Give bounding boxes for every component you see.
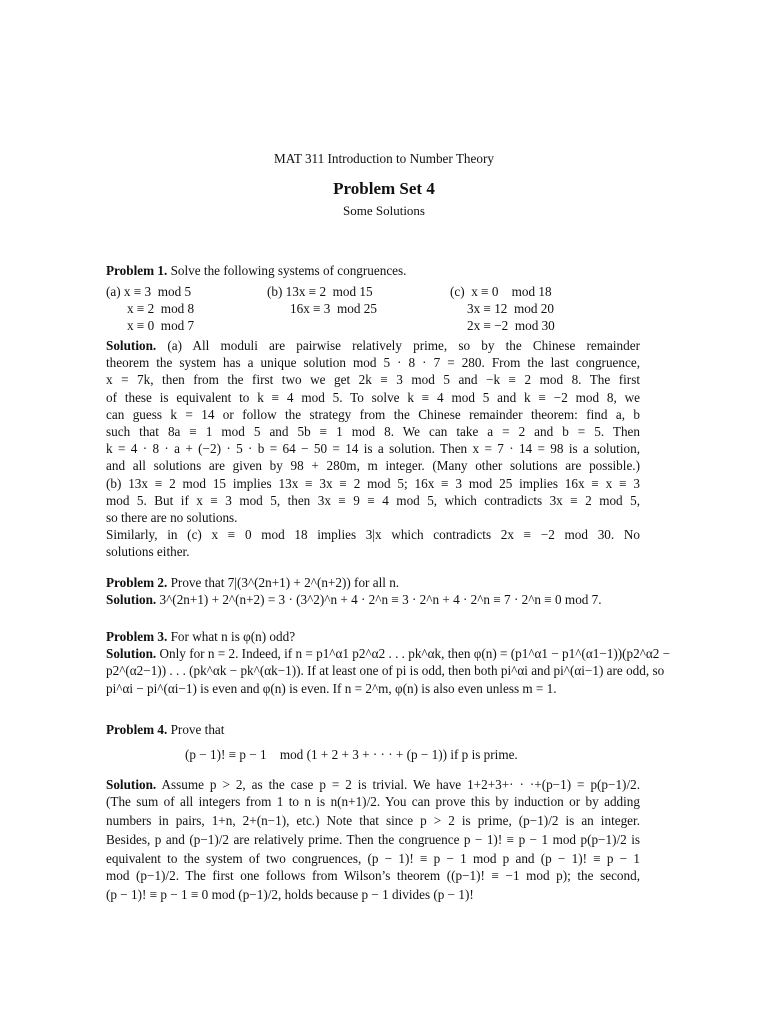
problem-label: Problem 2. — [106, 575, 168, 590]
problem-1 — [106, 262, 640, 279]
system-c-line-3: 2x ≡ −2 mod 30 — [467, 318, 555, 333]
problem-4-solution — [106, 776, 640, 904]
solution-line: so there are no solutions. — [106, 509, 238, 525]
solution-line: can guess k = 14 or follow the strategy from the Chinese remainder theorem: find a, b — [106, 406, 640, 422]
problem-3-statement — [106, 628, 640, 645]
problem-4-statement — [106, 721, 640, 738]
solution-line: pi^αi − pi^(αi−1) is even and φ(n) is even. If n = 2^m, φ(n) is also even unless m = 1. — [106, 680, 557, 696]
problem-label: Problem 3. — [106, 629, 168, 644]
problem-2-solution — [106, 591, 640, 608]
problem-set-title: Problem Set 4 — [333, 179, 435, 198]
problem-text: For what n is φ(n) odd? — [170, 629, 296, 644]
problem-3 — [106, 628, 671, 697]
course-title: MAT 311 Introduction to Number Theory — [274, 151, 494, 166]
system-a-line-3: x ≡ 0 mod 7 — [127, 318, 195, 333]
system-c-line-1: (c) x ≡ 0 mod 18 — [450, 284, 552, 299]
problem-4-display-equation: (p − 1)! ≡ p − 1 mod (1 + 2 + 3 + · · · + (p − 1)) if p is prime. — [185, 747, 518, 762]
solution-line: equivalent to the system of two congruences, (p − 1)! ≡ p − 1 mod p and (p − 1)! ≡ p − 1 — [106, 851, 640, 867]
problem-text: Solve the following systems of congruences. — [170, 263, 407, 278]
solution-line: mod (p−1)/2. The first one follows from Wilson’s theorem ((p−1)! ≡ −1 mod p); the second, — [106, 868, 640, 884]
solution-line: (b) 13x ≡ 2 mod 15 implies 13x ≡ 3x ≡ 2 mod 5; 16x ≡ 3 mod 25 implies 16x ≡ x ≡ 3 — [106, 475, 640, 491]
solution-label: Solution. — [106, 338, 157, 353]
solution-line: Solution. (a) All moduli are pairwise relatively prime, so by the Chinese remainder — [106, 338, 640, 353]
solution-line: solutions either. — [106, 544, 190, 560]
solution-line: and all solutions are given by 98 + 280m, m integer. (Many other solutions are possible.) — [106, 458, 640, 474]
problem-1-statement — [106, 262, 640, 279]
solution-line: x = 7k, then from the first two we get 2k ≡ 3 mod 5 and −k ≡ 2 mod 8. The first — [106, 372, 640, 388]
problem-text: Prove that — [170, 722, 225, 737]
solution-line: p2^(α2−1)) . . . (pk^αk − pk^(αk−1)). If at least one of pi is odd, then both pi^αi and pi^(αi−1) are odd, so — [106, 663, 665, 679]
solution-line: theorem the system has a unique solution mod 5 · 8 · 7 = 280. From the last congruence, — [106, 355, 640, 371]
solution-line: Similarly, in (c) x ≡ 0 mod 18 implies 3|x which contradicts 2x ≡ −2 mod 30. No — [106, 527, 640, 543]
solution-line: Solution. Assume p > 2, as the case p = 2 is trivial. We have 1+2+3+· · ·+(p−1) = p(p−1)/2. — [106, 777, 640, 792]
problem-label: Problem 1. — [106, 263, 168, 278]
solution-line: of these is equivalent to k ≡ 4 mod 5. To solve k ≡ 4 mod 5 and k ≡ −2 mod 8, we — [106, 389, 640, 405]
solution-label: Solution. — [106, 777, 157, 792]
solution-line: Besides, p and (p−1)/2 are relatively prime. Then the congruence p − 1)! ≡ p − 1 mod p(p−1)/2 is — [106, 832, 640, 848]
solution-line: such that 8a ≡ 1 mod 5 and 5b ≡ 1 mod 8. We can take a = 2 and b = 5. Then — [106, 423, 640, 439]
solution-line: mod 5. But if x ≡ 3 mod 5, then 3x ≡ 9 ≡ 4 mod 5, which contradicts 3x ≡ 2 mod 5, — [106, 492, 640, 508]
solution-text: 3^(2n+1) + 2^(n+2) = 3 · (3^2)^n + 4 · 2^n ≡ 3 · 2^n + 4 · 2^n ≡ 7 · 2^n ≡ 0 mod 7. — [159, 592, 602, 608]
system-a-line-2: x ≡ 2 mod 8 — [127, 301, 195, 316]
system-b-line-1: (b) 13x ≡ 2 mod 15 — [267, 284, 373, 299]
problem-1-solution — [106, 337, 640, 560]
solution-line: k = 4 · 8 · a + (−2) · 5 · b = 64 − 50 = 14 is a solution. Then x = 7 · 14 = 98 is a solution, — [106, 441, 640, 457]
solution-line: numbers in pairs, 1+n, 2+(n−1), etc.) Note that since p > 2 is prime, (p−1)/2 is an integer. — [106, 813, 640, 829]
problem-text: Prove that 7|(3^(2n+1) + 2^(n+2)) for all n. — [170, 575, 400, 590]
problem-4 — [106, 721, 640, 738]
solution-line: Solution. Only for n = 2. Indeed, if n = p1^α1 p2^α2 . . . pk^αk, then φ(n) = (p1^α1 − p1^(α1−1))(p2^α2 − — [106, 646, 671, 662]
problem-2 — [106, 574, 640, 608]
system-b-line-2: 16x ≡ 3 mod 25 — [290, 301, 377, 316]
solution-line: (p − 1)! ≡ p − 1 ≡ 0 mod (p−1)/2, holds because p − 1 divides (p − 1)! — [106, 887, 474, 903]
solution-line: (The sum of all integers from 1 to n is n(n+1)/2. You can prove this by induction or by adding — [106, 794, 640, 810]
solution-label: Solution. — [106, 646, 157, 662]
system-c-line-2: 3x ≡ 12 mod 20 — [467, 301, 554, 316]
solution-label: Solution. — [106, 592, 157, 608]
problem-label: Problem 4. — [106, 722, 168, 737]
system-a-line-1: (a) x ≡ 3 mod 5 — [106, 284, 192, 299]
problem-2-statement — [106, 574, 640, 591]
problem-set-subtitle: Some Solutions — [343, 203, 425, 218]
